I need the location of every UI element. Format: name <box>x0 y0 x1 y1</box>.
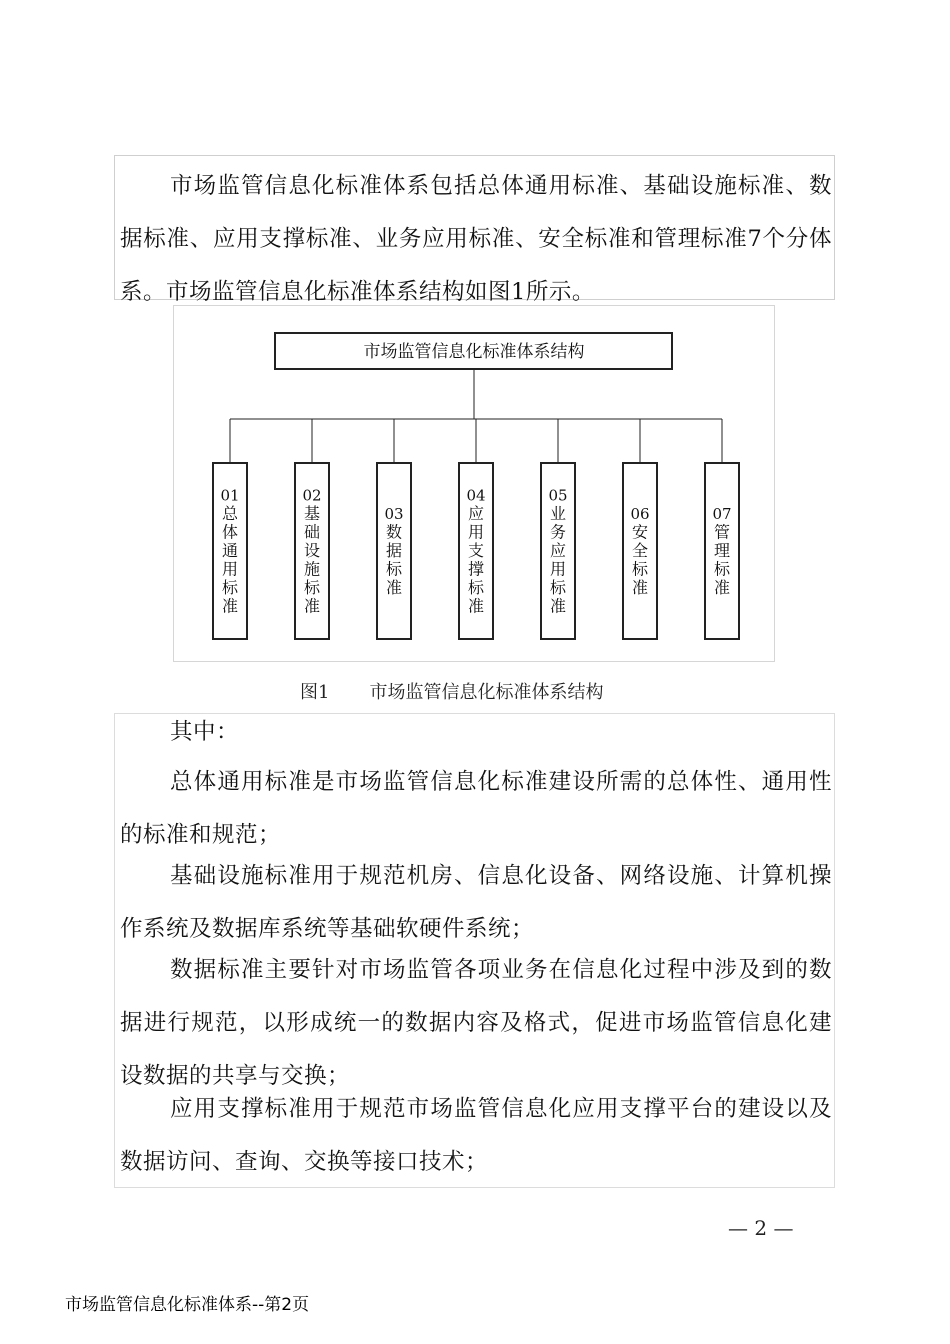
child-code-02: 02 <box>302 486 322 505</box>
child-code-01: 01 <box>220 486 240 505</box>
intro-paragraph: 市场监管信息化标准体系包括总体通用标准、基础设施标准、数据标准、应用支撑标准、业务应用标准、安全标准和管理标准7个分体系。市场监管信息化标准体系结构如图1所示。 <box>120 173 832 305</box>
child-label-06: 安全标准 <box>631 522 649 597</box>
child-code-04: 04 <box>466 486 486 505</box>
body-paragraph-intro: 其中： <box>170 719 240 745</box>
child-code-05: 05 <box>548 486 568 505</box>
figure-caption <box>300 678 603 704</box>
page-footer: 市场监管信息化标准体系--第2页 <box>65 1295 310 1315</box>
page-number: — 2 — <box>728 1216 794 1240</box>
child-label-04: 应用支撑标准 <box>467 503 485 616</box>
child-label-07: 管理标准 <box>713 522 731 597</box>
caption-title: 市场监管信息化标准体系结构 <box>369 682 604 703</box>
body-paragraph-support: 应用支撑标准用于规范市场监管信息化应用支撑平台的建设以及数据访问、查询、交换等接口技术； <box>120 1096 832 1175</box>
child-label-05: 业务应用标准 <box>549 503 567 616</box>
body-paragraph-general: 总体通用标准是市场监管信息化标准建设所需的总体性、通用性的标准和规范； <box>120 769 832 848</box>
body-paragraph-infrastructure: 基础设施标准用于规范机房、信息化设备、网络设施、计算机操作系统及数据库系统等基础软硬件系统； <box>120 863 832 942</box>
child-label-02: 基础设施标准 <box>303 503 321 616</box>
structure-diagram <box>174 306 774 661</box>
child-code-03: 03 <box>384 504 404 523</box>
child-label-01: 总体通用标准 <box>221 503 239 616</box>
caption-number: 图1 <box>300 682 330 703</box>
root-label: 市场监管信息化标准体系结构 <box>363 342 585 362</box>
child-code-07: 07 <box>712 504 732 523</box>
child-label-03: 数据标准 <box>385 522 403 597</box>
body-paragraph-data: 数据标准主要针对市场监管各项业务在信息化过程中涉及到的数据进行规范，以形成统一的数据内容及格式，促进市场监管信息化建设数据的共享与交换； <box>120 957 832 1089</box>
child-code-06: 06 <box>630 504 650 523</box>
figure-frame <box>173 305 775 662</box>
